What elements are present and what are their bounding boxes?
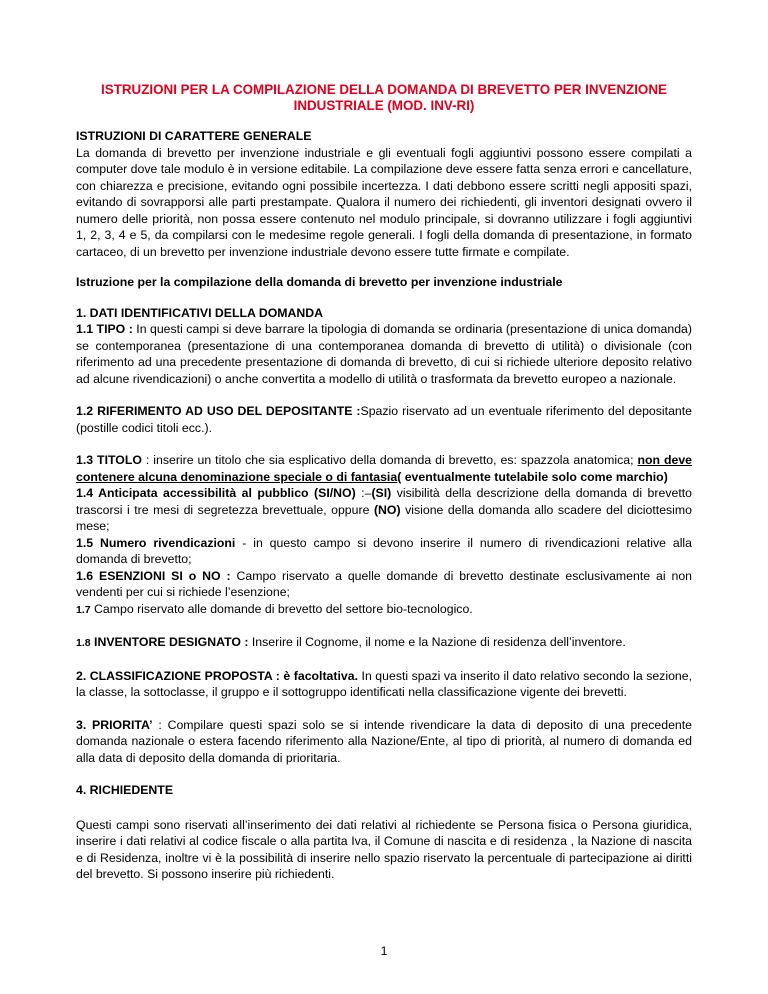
section-1-8-label: INVENTORE DESIGNATO : (90, 635, 249, 649)
section-2-text: In questi spazi va inserito il dato relativo secondo la sezione, la classe, la sottoclasse, il gruppo e il sottogruppo identificati nella classificazione vigente dei brevetti. (76, 668, 692, 699)
section-2 (76, 668, 692, 701)
section-1-7-label: 1.7 (76, 603, 91, 616)
section-3-text: : Compilare questi spazi solo se si intende rivendicare la data di deposito di una precedente domanda nazionale o estera facendo riferimento alla Nazione/Ente, al tipo di priorità, al numero di domanda ed alla data di deposito della domanda di prioritaria. (76, 717, 692, 765)
section-1-6-label: 1.6 ESENZIONI SI o NO : (76, 568, 231, 583)
section-1-1-text: In questi campi si deve barrare la tipologia di domanda se ordinaria (presentazione di unica domanda) se contemporanea (presentazione di una contemporanea domanda di brevetto di utilità) o divisionale (con riferimento ad una precedente presentazione di domanda di brevetto, di cui si richiede ulteriore deposito relativo ad alcune rivendicazioni) o anche convertita a modello di utilità o trasformata da brevetto europeo a nazionale. (76, 322, 692, 386)
section-1-3-text: : inserire un titolo che sia esplicativo della domanda di brevetto, es: spazzola anatomica; (141, 453, 638, 467)
document-title (76, 82, 692, 114)
section-1-6 (76, 568, 692, 601)
section-2-label: 2. CLASSIFICAZIONE PROPOSTA : è facoltativa. (76, 668, 359, 683)
title-line-1: ISTRUZIONI PER LA COMPILAZIONE DELLA DOMANDA DI BREVETTO PER INVENZIONE (101, 82, 667, 97)
section-1-1 (76, 321, 692, 387)
document-page (76, 82, 692, 883)
section-1-8 (76, 634, 692, 652)
section-1-3 (76, 452, 692, 485)
section-1-4-si: (SI) (371, 486, 392, 500)
section-1-4 (76, 485, 692, 535)
section-1-3-label: 1.3 TITOLO (76, 453, 142, 467)
section-1-3-tail: ( eventualmente tutelabile solo come marchio) (397, 469, 668, 484)
section-1-5 (76, 535, 692, 568)
page-number: 1 (380, 944, 388, 958)
section-1-7 (76, 601, 692, 619)
section-3-label: 3. PRIORITA’ (76, 717, 153, 732)
section-1-4-no: (NO) (373, 502, 401, 517)
section-1-5-text: - in questo campo si devono inserire il numero di rivendicazioni relative alla domanda di brevetto; (76, 535, 692, 566)
section-1-4-label: 1.4 Anticipata accessibilità al pubblico (SI/NO) (76, 486, 356, 500)
section-1-8-number: 1.8 (76, 637, 91, 649)
section-1-6-text: Campo riservato a quelle domande di brevetto destinate esclusivamente ai non vendenti per cui si richiede l’esenzione; (76, 568, 693, 599)
section-1-heading: 1. DATI IDENTIFICATIVI DELLA DOMANDA (76, 305, 324, 320)
section-1-1-label: 1.1 TIPO : (76, 322, 133, 336)
section-3 (76, 717, 692, 767)
instructions-heading: Istruzione per la compilazione della domanda di brevetto per invenzione industriale (76, 275, 563, 289)
section-1-3-underlined: non deve contenere alcuna denominazione speciale o di fantasia (76, 453, 692, 484)
general-paragraph: La domanda di brevetto per invenzione industriale e gli eventuali fogli aggiuntivi possono essere compilati a computer dove tale modulo è in versione editabile. La compilazione deve essere fatta senza errori e cancellature, con chiarezza e precisione, evitando ogni possibile incertezza. I dati debbono essere scritti negli appositi spazi, evitando di sovrapporsi alle parti prestampate. Qualora il numero dei richiedenti, gli inventori designati ovvero il numero delle priorità, non possa essere contenuto nel modulo principale, si dovranno utilizzare i fogli aggiuntivi 1, 2, 3, 4 e 5, da compilarsi con le medesime regole generali. I fogli della domanda di presentazione, in formato cartaceo, di un brevetto per invenzione industriale devono essere tutte firmate e compilate. (76, 145, 692, 259)
section-1-7-text: Campo riservato alle domande di brevetto del settore bio-tecnologico. (90, 601, 473, 616)
section-1-2-label: 1.2 RIFERIMENTO AD USO DEL DEPOSITANTE : (76, 404, 361, 418)
general-heading: ISTRUZIONI DI CARATTERE GENERALE (76, 129, 312, 143)
section-1-2 (76, 403, 692, 436)
section-4-paragraph: Questi campi sono riservati all’inserimento dei dati relativi al richiedente se Persona fisica o Persona giuridica, inserire i dati relativi al codice fiscale o alla partita Iva, il Comune di nascita e di residenza , la Nazione di nascita e di Residenza, inoltre vi è la possibilità di inserire nello spazio riservato la percentuale di partecipazione ai diritti del brevetto. Si possono inserire più richiedenti. (76, 817, 692, 881)
title-line-2: INDUSTRIALE (MOD. INV-RI) (293, 98, 475, 113)
section-1-8-text: Inserire il Cognome, il nome e la Nazione di residenza dell’inventore. (248, 635, 626, 649)
section-1-4-mid: :– (355, 486, 372, 500)
section-1-5-label: 1.5 Numero rivendicazioni (76, 535, 236, 550)
section-1-4-text-1: visibilità della descrizione della domanda di brevetto trascorsi i tre mesi di segretezza brevettuale, oppure (76, 486, 692, 517)
section-4-heading: 4. RICHIEDENTE (76, 783, 174, 797)
section-1-4-text-2: visione della domanda allo scadere del diciottesimo mese; (76, 502, 692, 533)
section-1-2-text: Spazio riservato ad un eventuale riferimento del depositante (postille codici titoli ecc.). (76, 404, 692, 435)
